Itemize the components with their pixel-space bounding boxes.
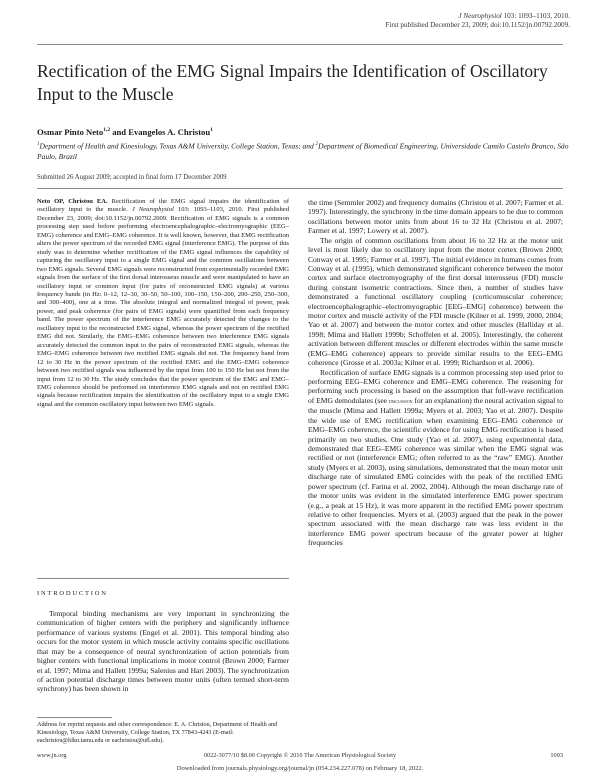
journal-website: www.jn.org xyxy=(37,752,67,759)
abstract-divider-bottom xyxy=(37,578,289,579)
abstract-text-1: Rectification of the EMG signal impairs the identification of oscillatory input to the muscle. xyxy=(37,198,289,214)
affiliation-2: Department of Biomedical Engineering, Universidade Camilo Castelo Branco, São Paulo, Brazil xyxy=(37,141,569,161)
right-paragraph-1: the time (Semmler 2002) and frequency domains (Christou et al. 2007; Farmer et al. 1997). Interestingly, the synchrony in the time domain appears to be due to common oscillations between motor units from about 16 to 32 Hz (Christou et al. 2007; Farmer et al. 1997; Lowery et al. 2007). xyxy=(308,198,563,236)
author-1-superscript: 1,2 xyxy=(103,127,111,134)
abstract-journal: J Neurophysiol xyxy=(131,206,174,214)
author-conjunction: and xyxy=(110,127,129,137)
right-paragraph-3b: for an explanation) the neural activation signal to the muscle (Mima and Hallett 1999a; Myers et al. 2003; Yao et al. 2007). Despite the wide use of EMG rectification when examining EEG–EMG coherence or EMG–EMG coherence, the scientific evidence for using EMG rectification is based primarily on two studies. One study (Yao et al. 2007), using experimental data, demonstrated that EEG–EMG coherence was similar when the EMG signal was rectified or not (interference EMG; often referred to as the “raw” EMG). Another study (Myers et al. 2003), using simulations, demonstrated that the mean motor unit discharge rate of simulated EMG coincides with the peak of the rectified EMG power spectrum (cf. Farina et al. 2002, 2004). Although the mean discharge rate of the motor units was evident in the simulated interference EMG power spectrum (e.g., a peak at 15 Hz), it was more apparent in the rectified EMG power spectrum relative to other frequencies. Myers et al. (2003) argued that the peak in the power spectrum associated with the mean discharge rate was less evident in the interference EMG power spectrum because of the greater power at higher frequencies xyxy=(308,395,563,548)
journal-name: J Neurophysiol xyxy=(458,12,502,20)
copyright-line: 0022-3077/10 $8.00 Copyright © 2010 The American Physiological Society xyxy=(203,752,397,759)
footnote-divider xyxy=(37,717,112,718)
first-published-line: First published December 23, 2009; doi:10.1152/jn.00792.2009. xyxy=(385,21,570,29)
page-number: 1093 xyxy=(550,752,563,759)
right-paragraph-3a: Rectification of surface EMG signals is a common processing step used prior to performing EEG–EMG coherence and EMG–EMG coherence. The reasoning for performing such processing is based on the assumption that full-wave rectification of EMG demodulates (see xyxy=(308,367,563,405)
right-paragraph-2: The origin of common oscillations from about 16 to 32 Hz at the motor unit level is most likely due to oscillatory input from the motor cortex (Brown 2000; Conway et al. 1995; Farmer et al. 1997). The initial evidence in humans comes from Conway et al. (1995), which demonstrated significant coherence between the motor cortex and surface electromyography of the first dorsal interosseus (FDI) muscle during constant isometric contractions. Since then, a number of studies have demonstrated a functional oscillatory coupling (corticomuscular coherence; electroencephalographic–electromyographic [EEG–EMG] coherence) between the motor cortex and muscle activity of the FDI muscle (Kilner et al. 1999, 2000, 2004; Yao et al. 2007) and between the motor cortex and other muscles (Halliday et al. 1998; Mima and Hallett 1999b; Schoffelen et al. 2005). Interestingly, the coherent activation between different muscles or different electrodes within the same muscle (EMG–EMG coherence) appears to provide similar results to the EEG–EMG coherence (Grosse et al. 2003a; Kilner et al. 1999; Richardson et al. 2006). xyxy=(308,235,563,368)
affiliation-1: Department of Health and Kinesiology, Texas A&M University, College Station, Texas; and xyxy=(39,141,316,151)
introduction-left-column xyxy=(37,609,289,694)
author-2-superscript: 1 xyxy=(210,127,213,134)
author-2: Evangelos A. Christou xyxy=(128,127,211,137)
header-divider xyxy=(37,44,563,45)
discussion-reference: discussion xyxy=(388,397,413,405)
article-title: Rectification of the EMG Signal Impairs the Identification of Oscillatory Input to the Muscle xyxy=(37,61,548,104)
section-heading-introduction: INTRODUCTION xyxy=(37,590,108,597)
affiliation-2-marker: 2 xyxy=(315,142,319,147)
affiliations xyxy=(37,140,572,162)
correspondence-footnote: Address for reprint requests and other correspondence: E. A. Christou, Department of Health and Kinesiology, Texas A&M University, College Station, TX 77843-4243 (E-mail: eachristou@hlkn.tamu.edu or eachristou@ufl.edu). xyxy=(37,721,278,744)
download-notice: Downloaded from journals.physiology.org/journal/jn (054.234.227.078) on February 18, 2022. xyxy=(176,765,424,772)
author-1: Osmar Pinto Neto xyxy=(37,127,104,137)
abstract-lead: Neto OP, Christou EA. xyxy=(37,198,108,205)
right-column xyxy=(308,198,563,548)
abstract xyxy=(37,198,289,409)
journal-citation: 103: 1093–1103, 2010. xyxy=(503,12,570,20)
submission-dates: Submitted 26 August 2009; accepted in final form 17 December 2009 xyxy=(37,174,227,181)
author-line xyxy=(37,127,577,137)
abstract-text-2: 103: 1093–1103, 2010. First published December 23, 2009; doi:10.1152/jn.00792.2009. Rectification of EMG signals is a common processing step used before performing electroencephalographic–electromyographic (EEG–EMG) coherence and EMG–EMG coherence. It is well known, however, that EMG rectification alters the power spectrum of the recorded EMG signal (interference EMG). The purpose of this study was to determine whether rectification of the EMG signal influences the capability of capturing the oscillatory input to a single EMG signal and the common oscillations between two EMG signals. Several EMG signals were reconstructed from experimentally recorded EMG signals from the surface of the first dorsal interosseus muscle and were manipulated to have an oscillatory input or common input (for pairs of reconstructed EMG signals) at various frequency bands (in Hz: 0–12, 12–30, 30–50, 50–100, 100–150, 150–200, 200–250, 250–300, and 300–400), one at a time. The absolute integral and normalized integral of power, peak power, and peak coherence (for pairs of EMG signals) were quantified from each frequency band. The power spectrum of the interference EMG accurately detected the changes to the oscillatory input to the reconstructed EMG signal, whereas the power spectrum of the rectified EMG did not. Similarly, the EMG–EMG coherence between two interference EMG signals accurately detected the common input to the pairs of reconstructed EMG signals, whereas the EMG–EMG coherence between two rectified EMG signals did not. The frequency band from 12 to 30 Hz in the power spectrum of the rectified EMG and the EMG–EMG coherence between two rectified signals was influenced by the input from 100 to 150 Hz but not from the input from 12 to 30 Hz. The study concludes that the power spectrum of the EMG and EMG–EMG coherence should be performed on interference EMG signals and not on rectified EMG signals because rectification impairs the identification of the oscillatory input to a single EMG signal and the common oscillatory input between two EMG signals. xyxy=(37,206,289,408)
running-header xyxy=(385,12,570,30)
right-paragraph-3 xyxy=(308,368,563,548)
intro-paragraph-1: Temporal binding mechanisms are very important in synchronizing the communication of higher centers with the periphery and significantly influence performance of various systems (Engel et al. 2001). This temporal binding also occurs for the motor system in which muscle activity contains specific oscillations that may be a consequence of neural synchronization of action potentials from higher centers with functional implications in motor control (Brown 2000; Farmer et al. 1997; Mima and Hallett 1999a; Salenius and Hari 2003). The synchronization of action potential discharge times between motor units (often termed short-term synchrony) has been shown in xyxy=(37,609,289,694)
affiliation-1-marker: 1 xyxy=(37,142,40,147)
abstract-divider-top xyxy=(37,188,563,189)
